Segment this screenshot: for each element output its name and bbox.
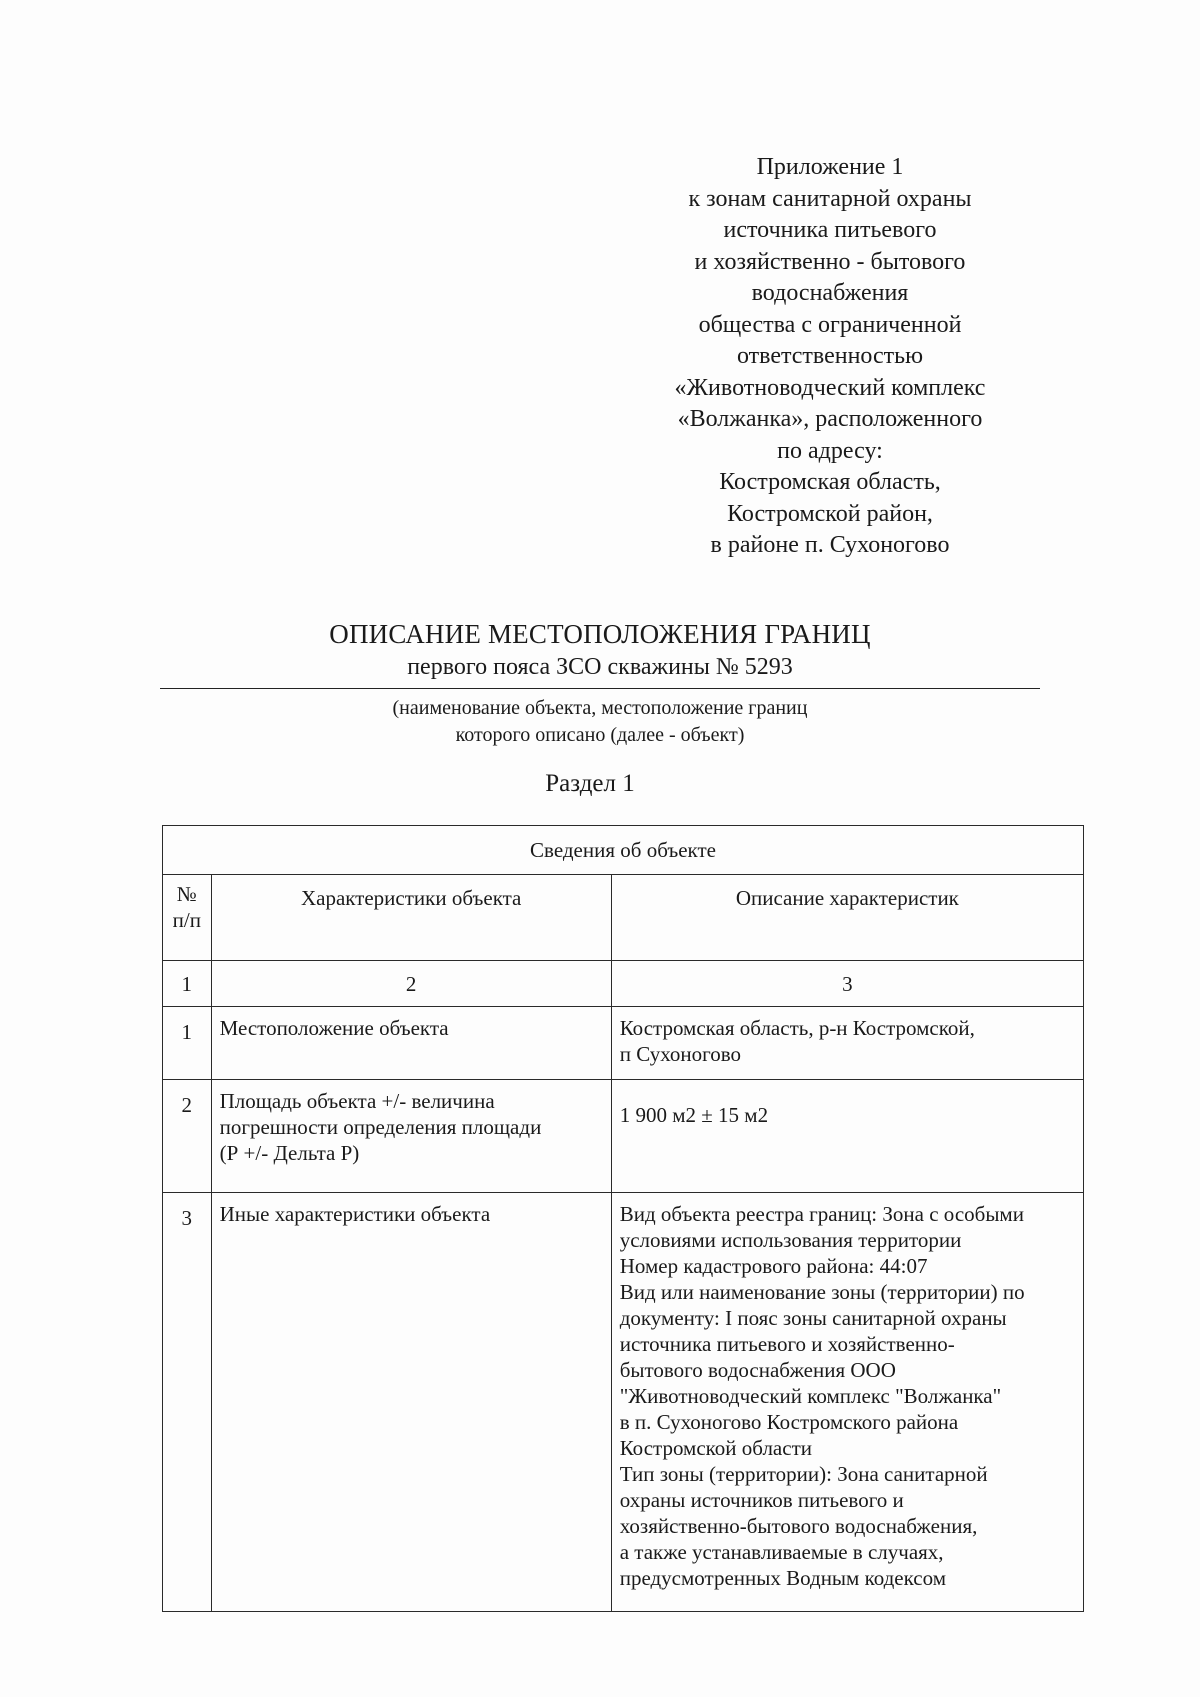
appendix-line: по адресу: xyxy=(777,437,883,464)
table-row xyxy=(163,1193,1084,1612)
header-num xyxy=(163,875,212,961)
header-num-line: п/п xyxy=(172,908,201,932)
column-number: 1 xyxy=(163,961,212,1007)
section-label: Раздел 1 xyxy=(545,770,635,797)
appendix-line: ответственностью xyxy=(736,343,924,369)
row-num xyxy=(163,1193,212,1612)
appendix-line: и хозяйственно - бытового xyxy=(694,248,966,275)
appendix-line: в районе п. Сухоногово xyxy=(710,532,950,558)
appendix-line: водоснабжения xyxy=(751,280,909,306)
description-text xyxy=(612,1007,1083,1071)
table-caption-row xyxy=(163,826,1084,875)
description-line: Тип зоны (территории): Зона санитарной xyxy=(619,1462,988,1486)
characteristic-line: Иные характеристики объекта xyxy=(219,1202,491,1226)
document-title: ОПИСАНИЕ МЕСТОПОЛОЖЕНИЯ ГРАНИЦ xyxy=(329,619,871,649)
header-description: Описание характеристик xyxy=(611,875,1083,961)
table-row xyxy=(163,1007,1084,1080)
appendix-line: источника питьевого xyxy=(723,217,937,243)
title-block xyxy=(150,618,1050,749)
appendix-line: «Волжанка», расположенного xyxy=(677,406,983,432)
column-number: 3 xyxy=(611,961,1083,1007)
description-line: Костромской области xyxy=(619,1436,812,1460)
description-line: предусмотренных Водным кодексом xyxy=(619,1566,947,1590)
description-line: Номер кадастрового района: 44:07 xyxy=(619,1254,928,1278)
appendix-line: общества с ограниченной xyxy=(698,311,962,338)
description-line: бытового водоснабжения ООО xyxy=(619,1358,896,1382)
table-caption: Сведения об объекте xyxy=(163,826,1084,875)
description-line: в п. Сухоногово Костромского района xyxy=(619,1410,959,1434)
row-num-text: 3 xyxy=(181,1206,193,1230)
characteristic-text xyxy=(212,1080,611,1170)
row-characteristic xyxy=(211,1193,611,1612)
row-description xyxy=(611,1007,1083,1080)
characteristic-text xyxy=(212,1007,611,1045)
description-line: охраны источников питьевого и xyxy=(619,1488,904,1512)
description-line: п Сухоногово xyxy=(619,1042,741,1066)
characteristic-line: Площадь объекта +/- величина xyxy=(219,1089,495,1113)
row-characteristic xyxy=(211,1080,611,1193)
description-line: хозяйственно-бытового водоснабжения, xyxy=(619,1514,978,1538)
row-description xyxy=(611,1193,1083,1612)
row-characteristic xyxy=(211,1007,611,1080)
caption-line: (наименование объекта, местоположение границ xyxy=(392,697,808,719)
row-num-text: 1 xyxy=(181,1020,193,1044)
row-num-text: 2 xyxy=(181,1093,193,1117)
description-line: Вид или наименование зоны (территории) по xyxy=(619,1280,1025,1304)
description-line: источника питьевого и хозяйственно- xyxy=(619,1332,955,1356)
row-description xyxy=(611,1080,1083,1193)
description-line: Костромская область, р-н Костромской, xyxy=(619,1016,975,1040)
appendix-line: Костромская область, xyxy=(719,469,941,495)
appendix-line: Приложение 1 xyxy=(756,154,904,180)
header-num-line: № xyxy=(176,882,197,906)
object-info-table xyxy=(162,825,1084,1612)
characteristic-line: (Р +/- Дельта Р) xyxy=(219,1141,360,1165)
description-line: документу: I пояс зоны санитарной охраны xyxy=(619,1306,1007,1330)
row-num xyxy=(163,1007,212,1080)
object-name: первого пояса ЗСО скважины № 5293 xyxy=(407,654,793,680)
description-text xyxy=(612,1193,1083,1595)
description-line: 1 900 м2 ± 15 м2 xyxy=(619,1103,769,1127)
table-header-row xyxy=(163,875,1084,961)
characteristic-text xyxy=(212,1193,611,1231)
appendix-line: Костромской район, xyxy=(727,500,933,527)
object-name-caption xyxy=(150,695,1050,749)
appendix-header xyxy=(600,152,1060,562)
appendix-line: «Животноводческий комплекс xyxy=(674,374,986,401)
column-number-row xyxy=(163,961,1084,1007)
characteristic-line: Местоположение объекта xyxy=(219,1016,449,1040)
characteristic-line: погрешности определения площади xyxy=(219,1115,542,1139)
caption-line: которого описано (далее - объект) xyxy=(455,724,745,746)
appendix-line: к зонам санитарной охраны xyxy=(688,185,972,212)
description-line: условиями использования территории xyxy=(619,1228,962,1252)
header-characteristics: Характеристики объекта xyxy=(211,875,611,961)
description-line: Вид объекта реестра границ: Зона с особыми xyxy=(619,1202,1024,1226)
column-number: 2 xyxy=(211,961,611,1007)
table-row xyxy=(163,1080,1084,1193)
description-line: а также устанавливаемые в случаях, xyxy=(619,1540,944,1564)
description-text xyxy=(612,1080,1083,1132)
underline-rule xyxy=(160,688,1040,689)
row-num xyxy=(163,1080,212,1193)
description-line: "Животноводческий комплекс "Волжанка" xyxy=(619,1384,1002,1408)
